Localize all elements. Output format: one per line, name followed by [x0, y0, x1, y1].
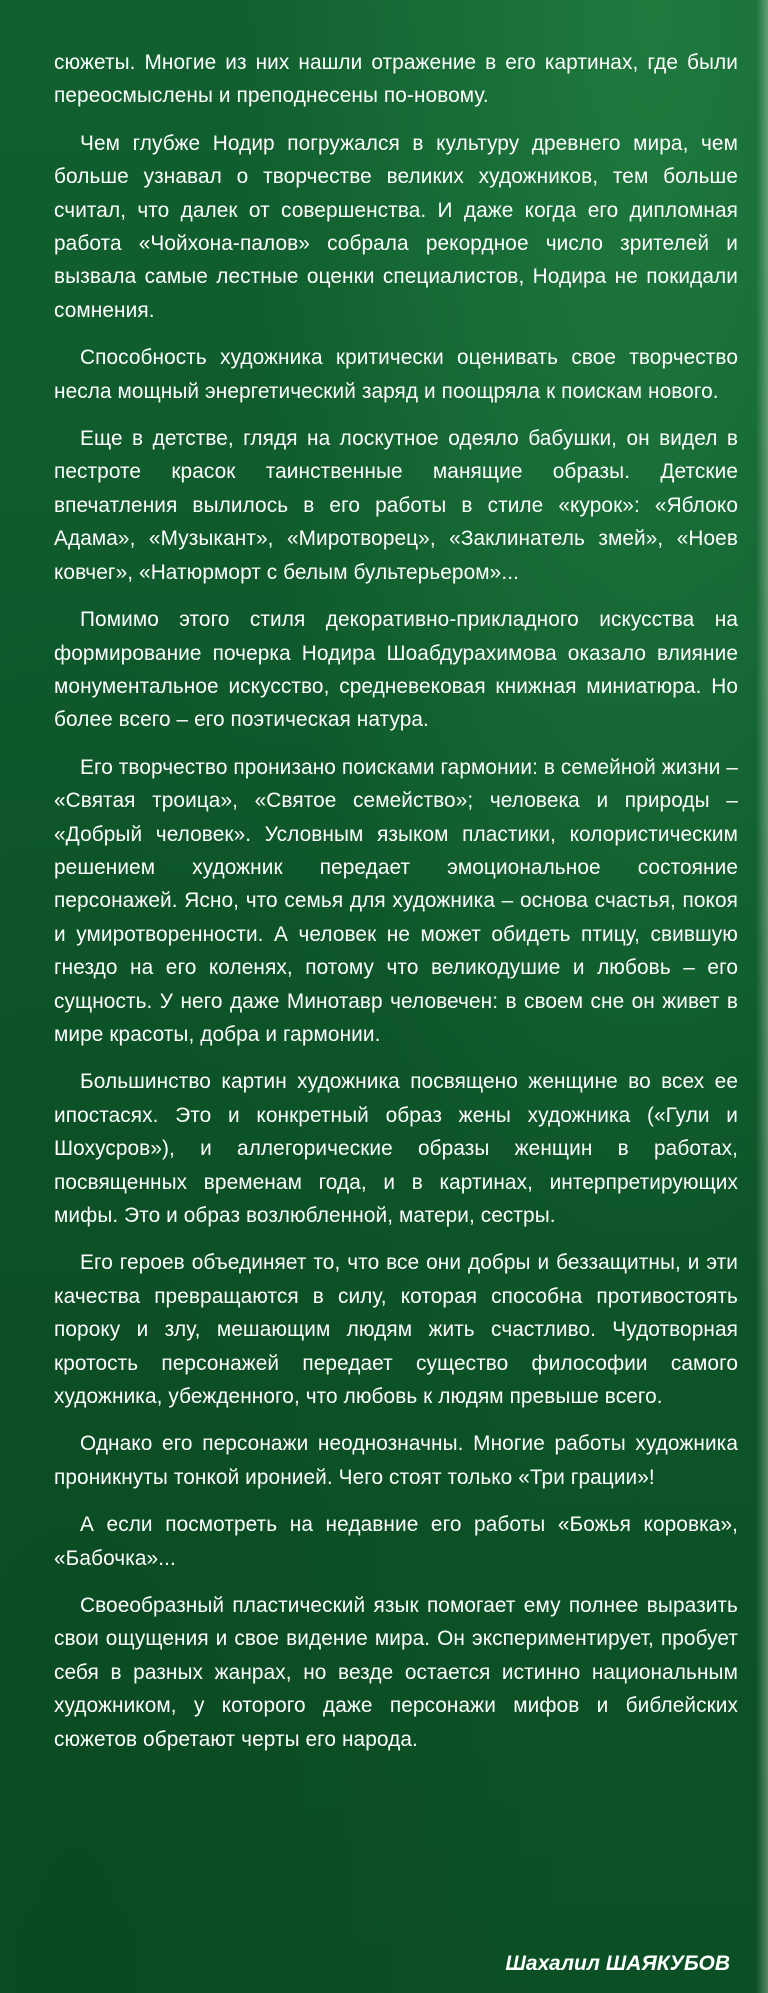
- page-edge: [756, 0, 768, 1993]
- paragraph-1: сюжеты. Многие из них нашли отражение в его картинах, где были переосмыслены и преподнесены по-новому.: [54, 51, 738, 108]
- paragraph-10: А если посмотреть на недавние его работы «Божья коровка», «Бабочка»...: [54, 1513, 738, 1570]
- paragraph-9: Однако его персонажи неоднозначны. Многие работы художника проникнуты тонкой иронией. Чего стоят только «Три грации»!: [54, 1432, 738, 1489]
- paragraph-2: Чем глубже Нодир погружался в культуру древнего мира, чем больше узнавал о творчестве великих художников, тем больше считал, что далек от совершенства. И даже когда его дипломная работа «Чойхона-палов» собрала рекордное число зрителей и вызвала самые лестные оценки специалистов, Нодира не покидали сомнения.: [54, 131, 738, 322]
- paragraph-5: Помимо этого стиля декоративно-прикладного искусства на формирование почерка Нодира Шоабдурахимова оказало влияние монументальное искусство, средневековая книжная миниатюра. Но более всего – его поэтическая натура.: [54, 608, 738, 732]
- paragraph-7: Большинство картин художника посвящено женщине во всех ее ипостасях. Это и конкретный образ жены художника («Гули и Шохусров»), и аллегорические образы женщин в работах, посвященных временам года, и в картинах, интерпретирующих мифы. Это и образ возлюбленной, матери, сестры.: [54, 1070, 738, 1227]
- paragraph-6: Его творчество пронизано поисками гармонии: в семейной жизни – «Святая троица», «Святое семейство»; человека и природы – «Добрый человек». Условным языком пластики, колористическим решением художник передает эмоциональное состояние персонажей. Ясно, что семья для художника – основа счастья, покоя и умиротворенности. А человек не может обидеть птицу, свившую гнездо на его коленях, потому что великодушие и любовь – его сущность. У него даже Минотавр человечен: в своем сне он живет в мире красоты, добра и гармонии.: [54, 755, 738, 1046]
- paragraph-11: Своеобразный пластический язык помогает ему полнее выразить свои ощущения и свое видение мира. Он экспериментирует, пробует себя в разных жанрах, но везде остается истинно национальным художником, у которого даже персонажи мифов и библейских сюжетов обретают черты его народа.: [54, 1594, 738, 1751]
- paragraph-3: Способность художника критически оценивать свое творчество несла мощный энергетический заряд и поощряла к поискам нового.: [54, 346, 738, 403]
- paragraph-8: Его героев объединяет то, что все они добры и беззащитны, и эти качества превращаются в силу, которая способна противостоять пороку и злу, мешающим людям жить счастливо. Чудотворная кротость персонажей передает существо философии самого художника, убежденного, что любовь к людям превыше всего.: [54, 1251, 738, 1409]
- author-signature: Шахалил ШАЯКУБОВ: [505, 1952, 730, 1975]
- paragraph-4: Еще в детстве, глядя на лоскутное одеяло бабушки, он видел в пестроте красок таинственные манящие образы. Детские впечатления вылилось в его работы в стиле «курок»: «Яблоко Адама», «Музыкант», «Миротворец», «Заклинатель змей», «Ноев ковчег», «Натюрморт с белым бультерьером»...: [54, 427, 738, 584]
